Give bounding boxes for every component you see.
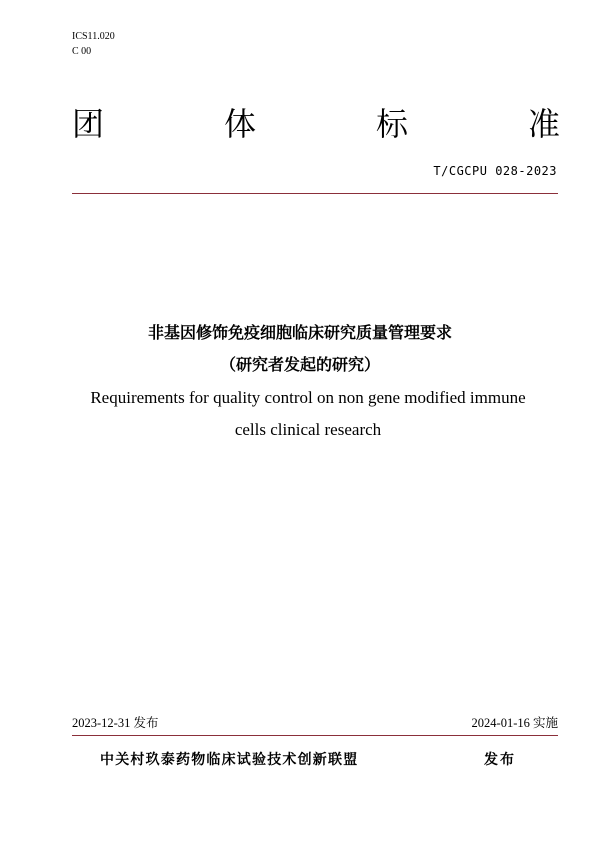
standard-number: T/CGCPU 028-2023 <box>433 164 557 178</box>
issuer-name: 中关村玖泰药物临床试验技术创新联盟 <box>100 752 359 768</box>
ics-code: ICS11.020 <box>72 31 115 42</box>
implement-date: 2024-01-16 实施 <box>471 716 558 730</box>
chinese-title-line-2: （研究者发起的研究） <box>219 355 380 374</box>
document-type-heading <box>72 104 560 144</box>
english-title-line-2: cells clinical research <box>234 420 382 439</box>
bottom-divider <box>72 735 558 736</box>
doc-type-char-2: 体 <box>223 105 256 143</box>
doc-type-char-4: 准 <box>527 105 560 143</box>
top-divider <box>72 193 558 194</box>
doc-type-char-1: 团 <box>72 105 105 143</box>
issue-label: 发布 <box>484 752 516 768</box>
doc-type-char-3: 标 <box>375 105 408 143</box>
publish-date: 2023-12-31 发布 <box>72 716 159 730</box>
chinese-title-line-1: 非基因修饰免疫细胞临床研究质量管理要求 <box>147 323 452 342</box>
english-title-line-1: Requirements for quality control on non gene modified immune <box>90 388 526 407</box>
ccs-code: C 00 <box>72 46 92 57</box>
